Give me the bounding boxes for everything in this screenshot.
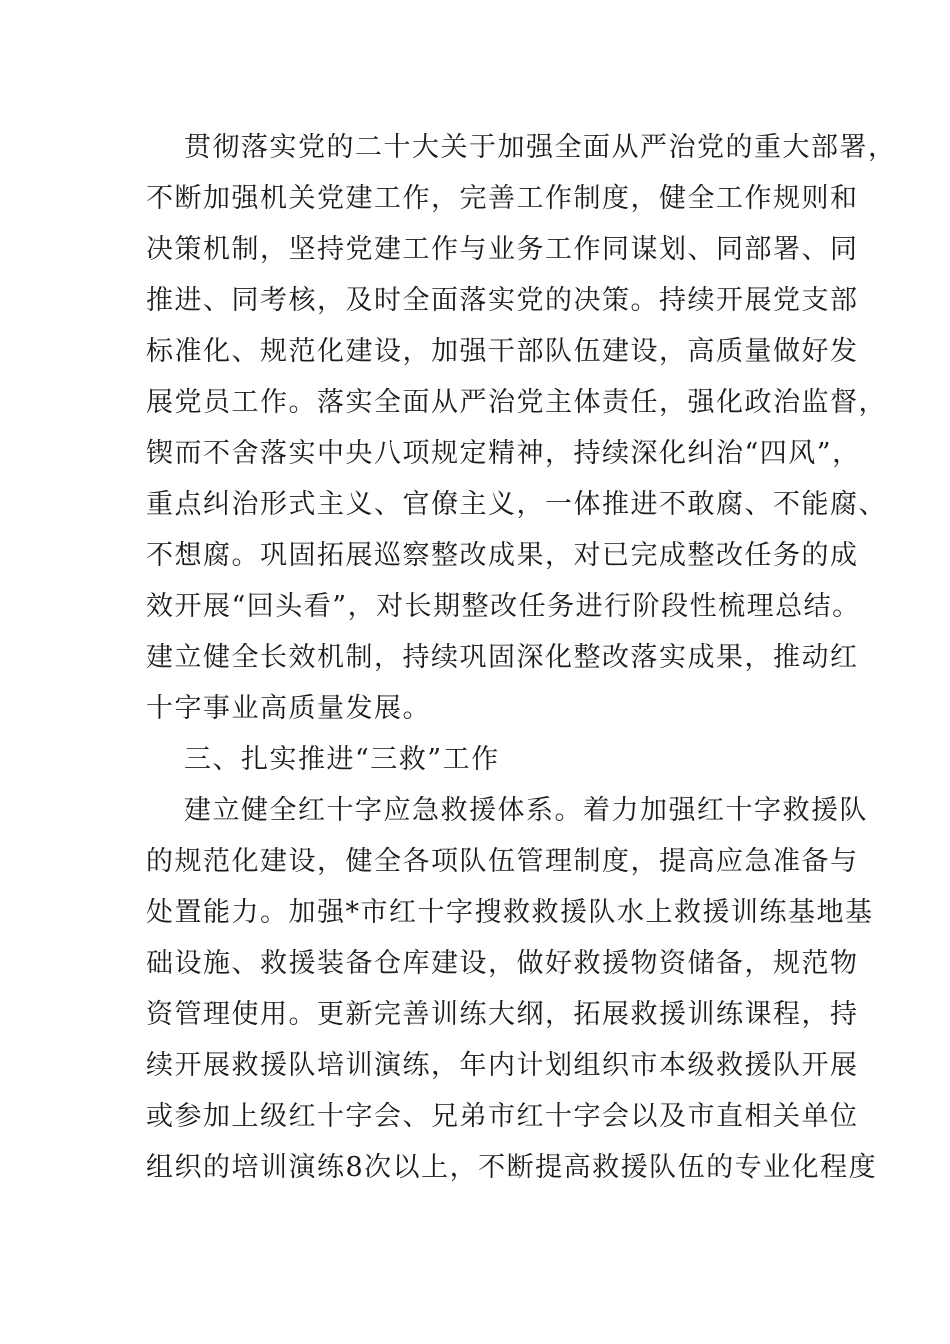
paragraph-2-line-5: 资管理使用。更新完善训练大纲，拓展救援训练课程，持 [146,999,859,1030]
paragraph-1-line-4: 推进、同考核，及时全面落实党的决策。持续开展党支部 [146,285,859,316]
paragraph-2-line-6: 续开展救援队培训演练，年内计划组织市本级救援队开展 [146,1050,859,1081]
paragraph-1-line-12: 十字事业高质量发展。 [146,693,431,724]
paragraph-1-line-2: 不断加强机关党建工作，完善工作制度，健全工作规则和 [146,183,859,214]
paragraph-1-line-7: 锲而不舍落实中央八项规定精神，持续深化纠治“四风”， [146,438,861,469]
paragraph-1-line-6: 展党员工作。落实全面从严治党主体责任，强化政治监督， [146,387,887,418]
section-heading: 三、扎实推进“三救”工作 [184,744,500,775]
paragraph-2-line-7: 或参加上级红十字会、兄弟市红十字会以及市直相关单位 [146,1101,859,1132]
paragraph-2-line-2: 的规范化建设，健全各项队伍管理制度，提高应急准备与 [146,846,859,877]
paragraph-1-line-3: 决策机制，坚持党建工作与业务工作同谋划、同部署、同 [146,234,859,265]
paragraph-2-line-3: 处置能力。加强*市红十字搜救救援队水上救援训练基地基 [146,897,874,928]
paragraph-1-line-11: 建立健全长效机制，持续巩固深化整改落实成果，推动红 [146,642,859,673]
paragraph-1-line-9: 不想腐。巩固拓展巡察整改成果，对已完成整改任务的成 [146,540,859,571]
paragraph-2-line-4: 础设施、救援装备仓库建设，做好救援物资储备，规范物 [146,948,859,979]
paragraph-1-line-8: 重点纠治形式主义、官僚主义，一体推进不敢腐、不能腐、 [146,489,887,520]
paragraph-2-line-1: 建立健全红十字应急救援体系。着力加强红十字救援队 [184,795,868,826]
paragraph-1-line-10: 效开展“回头看”，对长期整改任务进行阶段性梳理总结。 [146,591,861,622]
paragraph-1-line-5: 标准化、规范化建设，加强干部队伍建设，高质量做好发 [146,336,859,367]
paragraph-1-line-1: 贯彻落实党的二十大关于加强全面从严治党的重大部署， [184,132,897,163]
paragraph-2-line-8: 组织的培训演练8次以上，不断提高救援队伍的专业化程度 [146,1152,878,1183]
